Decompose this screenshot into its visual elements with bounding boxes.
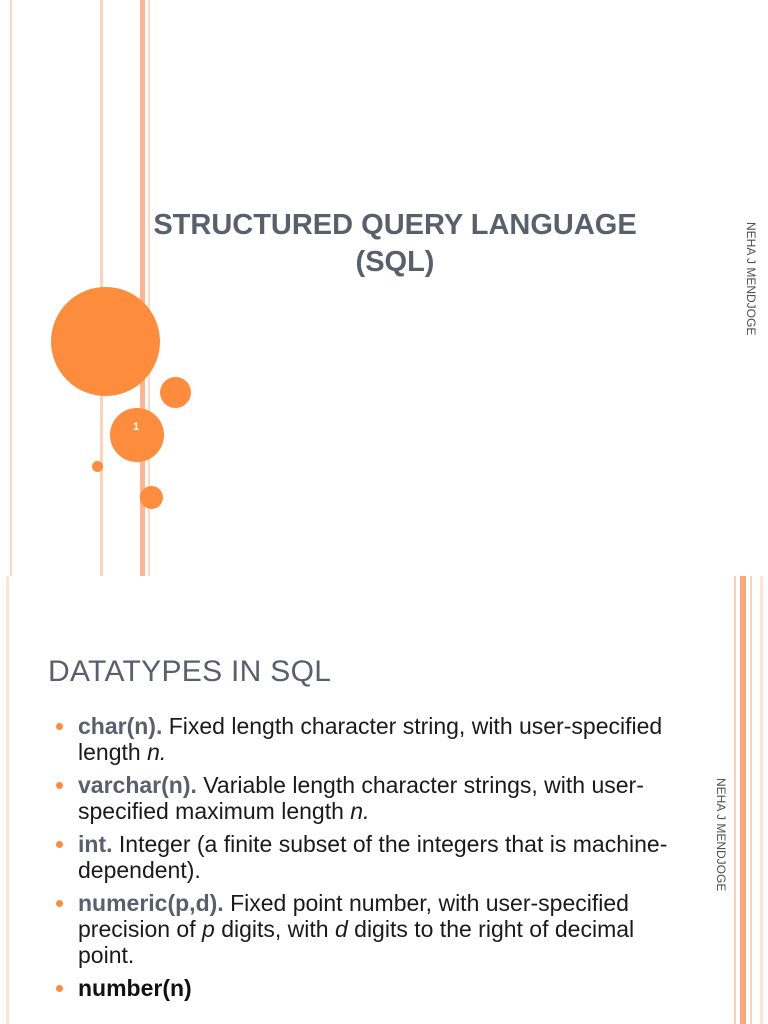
- author-vertical: NEHA J MENDJOGE: [744, 222, 758, 336]
- datatype-description-end: digits to the right of decimal point.: [78, 916, 635, 968]
- bullet-dot-icon: [56, 782, 63, 789]
- bullet-dot-icon: [56, 841, 63, 848]
- circle-decoration-small: [160, 377, 191, 408]
- circle-decoration-tiny: [92, 461, 103, 472]
- list-item: [56, 772, 686, 824]
- datatype-list: [56, 713, 686, 1008]
- page-number: 1: [132, 421, 140, 433]
- circle-decoration-small-2: [140, 486, 163, 509]
- datatype-keyword: numeric(p,d).: [78, 890, 224, 916]
- decor-stripe: [10, 0, 12, 576]
- datatype-variable: p: [202, 916, 215, 942]
- datatype-description-cont: digits, with: [221, 916, 335, 942]
- list-item: [56, 831, 686, 883]
- section-heading: DATATYPES IN SQL: [48, 655, 332, 688]
- title-line-2: (SQL): [355, 246, 435, 278]
- decor-stripe: [6, 576, 9, 1024]
- datatype-variable: n.: [350, 798, 370, 824]
- list-item: [56, 713, 686, 765]
- bullet-dot-icon: [56, 985, 63, 992]
- datatype-keyword: int.: [78, 831, 113, 857]
- bullet-dot-icon: [56, 723, 63, 730]
- author-vertical-2: NEHA J MENDJOGE: [714, 778, 728, 892]
- decor-stripe: [740, 576, 746, 1024]
- datatype-keyword: varchar(n).: [78, 772, 197, 798]
- slide-title-text: [110, 207, 680, 281]
- decor-stripe: [734, 576, 736, 1024]
- bullet-dot-icon: [56, 900, 63, 907]
- decor-stripe: [750, 576, 752, 1024]
- datatype-description: Fixed length character string, with user-specified length: [78, 713, 663, 765]
- list-item: [56, 975, 686, 1001]
- decor-stripe: [760, 576, 763, 1024]
- datatype-description: Integer (a finite subset of the integers that is machine-dependent).: [78, 831, 668, 883]
- datatype-keyword: char(n).: [78, 713, 163, 739]
- title-line-1: STRUCTURED QUERY LANGUAGE: [153, 209, 637, 241]
- datatype-description: Fixed point number, with user-specified precision of: [78, 890, 629, 942]
- datatype-keyword: number(n): [78, 975, 192, 1001]
- circle-decoration-large: [51, 287, 160, 396]
- datatype-variable: n.: [147, 739, 167, 765]
- page-number-circle: [110, 408, 164, 462]
- datatype-variable-2: d: [334, 916, 348, 942]
- list-item: [56, 890, 686, 968]
- datatype-description: Variable length character strings, with user-specified maximum length: [78, 772, 644, 824]
